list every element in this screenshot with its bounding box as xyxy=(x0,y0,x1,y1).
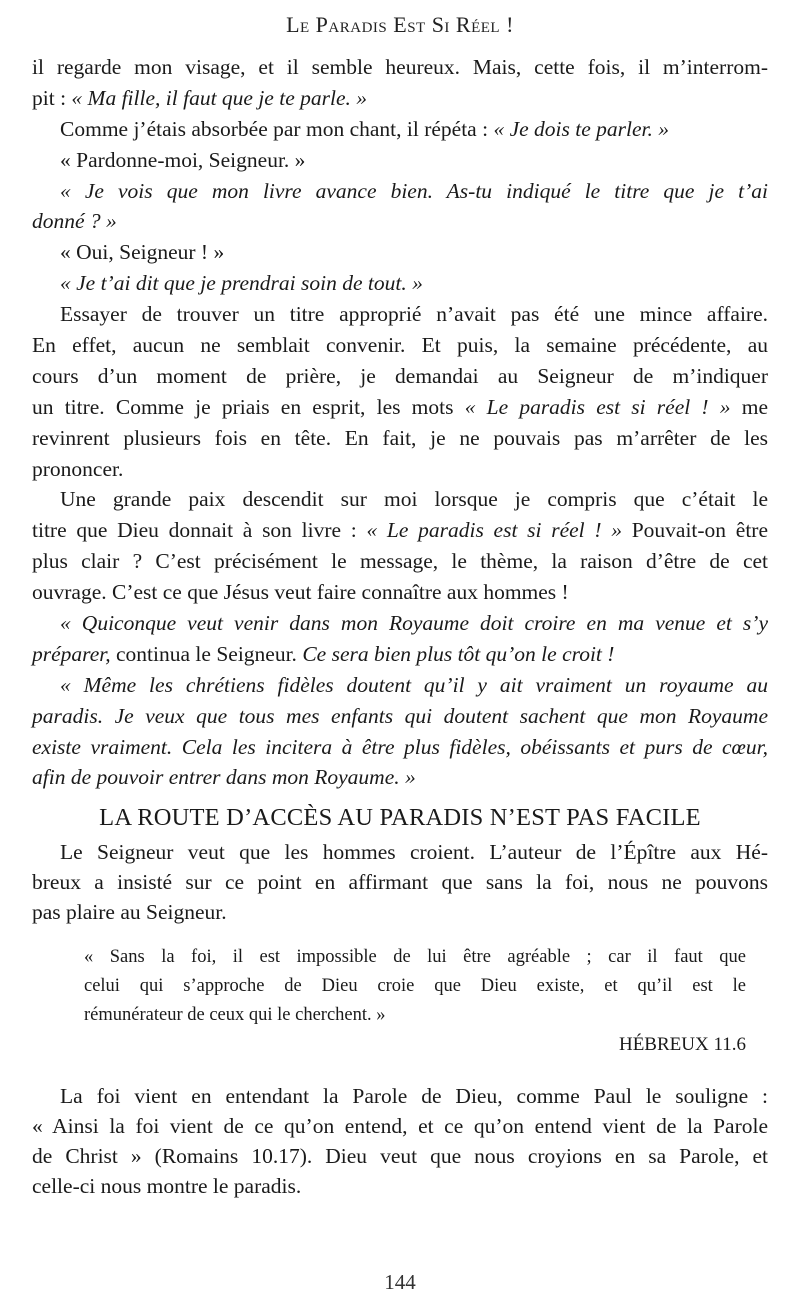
text-line xyxy=(32,837,768,867)
section-3 xyxy=(32,1081,768,1201)
text-line xyxy=(32,145,768,176)
italic-text: « Je dois te parler. » xyxy=(493,116,669,141)
roman-text: pit : xyxy=(32,85,72,110)
text-line xyxy=(32,114,768,145)
text-line xyxy=(32,361,768,392)
running-head: Le Paradis Est Si Réel ! xyxy=(286,12,514,37)
text-line xyxy=(32,392,768,423)
text-line xyxy=(32,1171,768,1201)
section-heading: LA ROUTE D’ACCÈS AU PARADIS N’EST PAS FACILE xyxy=(99,804,701,832)
text-line xyxy=(32,867,768,897)
roman-text: continua le Seigneur. xyxy=(110,641,303,666)
section-2 xyxy=(32,837,768,927)
text-line xyxy=(32,515,768,546)
text-line xyxy=(32,454,768,485)
text-line xyxy=(56,972,746,1001)
italic-text: « Ma fille, il faut que je te parle. » xyxy=(71,85,367,110)
italic-text: « Le paradis est si réel ! » xyxy=(366,518,622,543)
text-line xyxy=(32,670,768,701)
text-line xyxy=(32,546,768,577)
italic-text: préparer, xyxy=(32,641,111,666)
roman-text: « Oui, Seigneur ! » xyxy=(60,240,225,265)
roman-text: ouvrage. C’est ce que Jésus veut faire connaître aux hommes ! xyxy=(32,580,569,605)
text-line xyxy=(32,762,768,793)
italic-text: « Le paradis est si réel ! » xyxy=(464,394,731,419)
text-line xyxy=(32,330,768,361)
quote-citation: HÉBREUX 11.6 xyxy=(618,1034,746,1056)
roman-text: de Christ » (Romains 10.17). Dieu veut que nous croyions en sa Parole, et xyxy=(32,1144,768,1169)
italic-text: « Même les chrétiens fidèles doutent qu’il y ait vraiment un royaume au xyxy=(60,672,768,697)
italic-text: « Je t’ai dit que je prendrai soin de tout. » xyxy=(60,271,423,296)
roman-text: un titre. Comme je priais en esprit, les mots xyxy=(32,394,465,419)
text-line xyxy=(32,639,768,670)
roman-text: cours d’un moment de prière, je demandai au Seigneur de m’indiquer xyxy=(32,363,768,388)
text-line xyxy=(32,299,768,330)
roman-text: Comme j’étais absorbée par mon chant, il répéta : xyxy=(60,116,494,141)
roman-text: pas plaire au Seigneur. xyxy=(32,900,227,925)
roman-text: En effet, aucun ne semblait convenir. Et puis, la semaine précédente, au xyxy=(32,333,768,358)
roman-text: « Sans la foi, il est impossible de lui être agréable ; car il faut que xyxy=(84,947,746,968)
roman-text: il regarde mon visage, et il semble heureux. Mais, cette fois, il m’interrom- xyxy=(32,55,768,79)
quote-text xyxy=(56,943,746,1030)
text-line xyxy=(32,52,768,83)
roman-text: me xyxy=(730,394,768,419)
text-line xyxy=(32,701,768,732)
roman-text: La foi vient en entendant la Parole de Dieu, comme Paul le souligne : xyxy=(60,1084,768,1109)
page-number: 144 xyxy=(384,1270,416,1294)
italic-text: afin de pouvoir entrer dans mon Royaume. » xyxy=(32,765,416,790)
page-content xyxy=(32,52,768,1201)
roman-text: breux a insisté sur ce point en affirmant que sans la foi, nous ne pouvons xyxy=(32,870,768,895)
text-line xyxy=(32,1081,768,1111)
text-line xyxy=(32,423,768,454)
roman-text: titre que Dieu donnait à son livre : xyxy=(32,518,367,543)
text-line xyxy=(32,577,768,608)
text-line xyxy=(32,732,768,763)
italic-text: paradis. Je veux que tous mes enfants qui doutent sachent que mon Royaume xyxy=(32,703,768,728)
roman-text: Le Seigneur veut que les hommes croient. L’auteur de l’Épître aux Hé- xyxy=(60,840,768,865)
text-line xyxy=(32,83,768,114)
roman-text: prononcer. xyxy=(32,456,124,481)
block-quote xyxy=(56,943,746,1059)
roman-text: rémunérateur de ceux qui le cherchent. » xyxy=(84,1005,386,1026)
text-line xyxy=(32,206,768,237)
roman-text: « Ainsi la foi vient de ce qu’on entend, et ce qu’on entend vient de la Parole xyxy=(32,1114,768,1139)
text-line xyxy=(32,1111,768,1141)
text-line xyxy=(32,608,768,639)
text-line xyxy=(56,943,746,972)
roman-text: Pouvait-on être xyxy=(621,518,768,543)
text-line xyxy=(32,268,768,299)
text-line xyxy=(32,176,768,207)
italic-text: « Je vois que mon livre avance bien. As-tu indiqué le titre que je t’ai xyxy=(60,178,768,203)
roman-text: Une grande paix descendit sur moi lorsque je compris que c’était le xyxy=(60,487,768,512)
roman-text: celui qui s’approche de Dieu croie que Dieu existe, et qu’il est le xyxy=(84,976,746,997)
section-1 xyxy=(32,52,768,793)
roman-text: « Pardonne-moi, Seigneur. » xyxy=(60,147,306,172)
italic-text: donné ? » xyxy=(32,209,117,234)
text-line xyxy=(32,484,768,515)
text-line xyxy=(32,1141,768,1171)
roman-text: Essayer de trouver un titre approprié n’avait pas été une mince affaire. xyxy=(60,302,768,327)
roman-text: plus clair ? C’est précisément le message, le thème, la raison d’être de cet xyxy=(32,549,768,574)
italic-text: Ce sera bien plus tôt qu’on le croit ! xyxy=(302,641,615,666)
text-line xyxy=(32,237,768,268)
text-line xyxy=(32,897,768,927)
roman-text: celle-ci nous montre le paradis. xyxy=(32,1174,302,1199)
italic-text: existe vraiment. Cela les incitera à être plus fidèles, obéissants et purs de cœur, xyxy=(32,734,768,759)
text-line xyxy=(56,1001,746,1030)
roman-text: revinrent plusieurs fois en tête. En fait, je ne pouvais pas m’arrêter de les xyxy=(32,425,768,450)
italic-text: « Quiconque veut venir dans mon Royaume doit croire en ma venue et s’y xyxy=(60,611,768,636)
